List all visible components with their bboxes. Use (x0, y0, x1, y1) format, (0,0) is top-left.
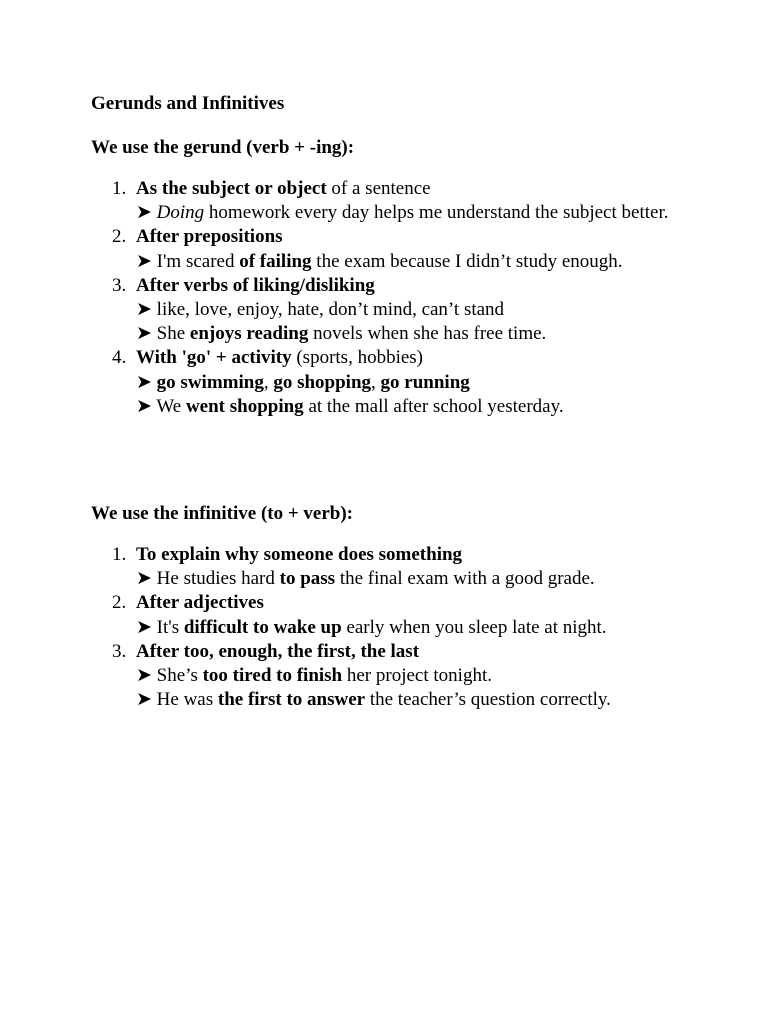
example-line (136, 395, 681, 419)
verb-list-line (136, 298, 681, 322)
document-title: Gerunds and Infinitives (91, 93, 285, 114)
arrow-bullet: ➤ (136, 202, 157, 224)
example-line (136, 250, 681, 274)
infinitive-list (91, 543, 681, 712)
rule-rest: (sports, hobbies) (291, 347, 424, 369)
activity-bold: go running (380, 371, 470, 393)
list-item (91, 346, 681, 419)
activities-line (136, 371, 681, 395)
example-text: She’s (156, 665, 203, 687)
list-item (91, 591, 681, 639)
item-number: 2. (112, 592, 127, 614)
example-bold: went shopping (185, 395, 304, 417)
example-text: novels when she has free time. (308, 323, 547, 345)
item-number: 3. (112, 640, 127, 662)
rule-line (136, 177, 681, 201)
example-bold: enjoys reading (189, 323, 309, 345)
gerund-list (91, 177, 681, 419)
example-rest: homework every day helps me understand the subject better. (204, 202, 669, 224)
rule-bold: After prepositions (136, 226, 283, 248)
arrow-bullet: ➤ (136, 323, 157, 345)
example-italic: Doing (156, 202, 205, 224)
item-number: 2. (112, 226, 127, 248)
rule-line (136, 543, 681, 567)
example-bold: the first to answer (217, 689, 366, 711)
example-line (136, 322, 681, 346)
example-line (136, 201, 681, 225)
example-bold: to pass (279, 568, 336, 590)
separator: , (263, 371, 274, 393)
activity-bold: go shopping (273, 371, 372, 393)
rule-bold: With 'go' + activity (136, 347, 292, 369)
gerund-heading: We use the gerund (verb + -ing): (91, 137, 355, 158)
item-number: 1. (112, 544, 127, 565)
item-number: 4. (112, 347, 127, 369)
arrow-bullet: ➤ (136, 568, 157, 590)
list-item (91, 640, 681, 713)
arrow-bullet: ➤ (136, 616, 157, 638)
example-line (136, 688, 681, 712)
rule-line (136, 640, 681, 664)
list-item (91, 543, 681, 591)
example-text: She (156, 323, 190, 345)
rule-bold: After verbs of liking/disliking (136, 274, 375, 296)
example-text: the exam because I didn’t study enough. (311, 250, 623, 272)
arrow-bullet: ➤ (136, 250, 157, 272)
item-number: 3. (112, 274, 127, 296)
activity-bold: go swimming (156, 371, 264, 393)
arrow-bullet: ➤ (136, 299, 157, 321)
example-text: at the mall after school yesterday. (303, 395, 564, 417)
arrow-bullet: ➤ (136, 395, 157, 417)
list-item (91, 274, 681, 347)
rule-rest: of a sentence (326, 178, 431, 199)
rule-line (136, 225, 681, 249)
list-item (91, 177, 681, 225)
rule-bold: As the subject or object (136, 178, 327, 199)
example-text: He studies hard (156, 568, 280, 590)
separator: , (371, 371, 381, 393)
rule-line (136, 346, 681, 370)
example-text: It's (156, 616, 184, 638)
example-text: We (156, 395, 186, 417)
rule-bold: After adjectives (136, 592, 264, 614)
example-bold: too tired to finish (202, 665, 343, 687)
arrow-bullet: ➤ (136, 665, 157, 687)
example-text: early when you sleep late at night. (341, 616, 607, 638)
list-item (91, 225, 681, 273)
example-text: her project tonight. (342, 665, 492, 687)
example-bold: difficult to wake up (183, 616, 342, 638)
arrow-bullet: ➤ (136, 371, 157, 393)
example-text: the final exam with a good grade. (335, 568, 595, 590)
rule-line (136, 274, 681, 298)
verb-list-text: like, love, enjoy, hate, don’t mind, can’t stand (156, 299, 505, 321)
rule-bold: After too, enough, the first, the last (136, 640, 420, 662)
item-number: 1. (112, 178, 127, 199)
example-bold: of failing (239, 250, 312, 272)
example-text: I'm scared (156, 250, 240, 272)
example-line (136, 567, 681, 591)
example-text: He was (156, 689, 218, 711)
rule-line (136, 591, 681, 615)
example-line (136, 616, 681, 640)
infinitive-heading: We use the infinitive (to + verb): (91, 503, 354, 524)
example-line (136, 664, 681, 688)
example-text: the teacher’s question correctly. (365, 689, 611, 711)
rule-bold: To explain why someone does something (136, 544, 463, 565)
arrow-bullet: ➤ (136, 689, 157, 711)
